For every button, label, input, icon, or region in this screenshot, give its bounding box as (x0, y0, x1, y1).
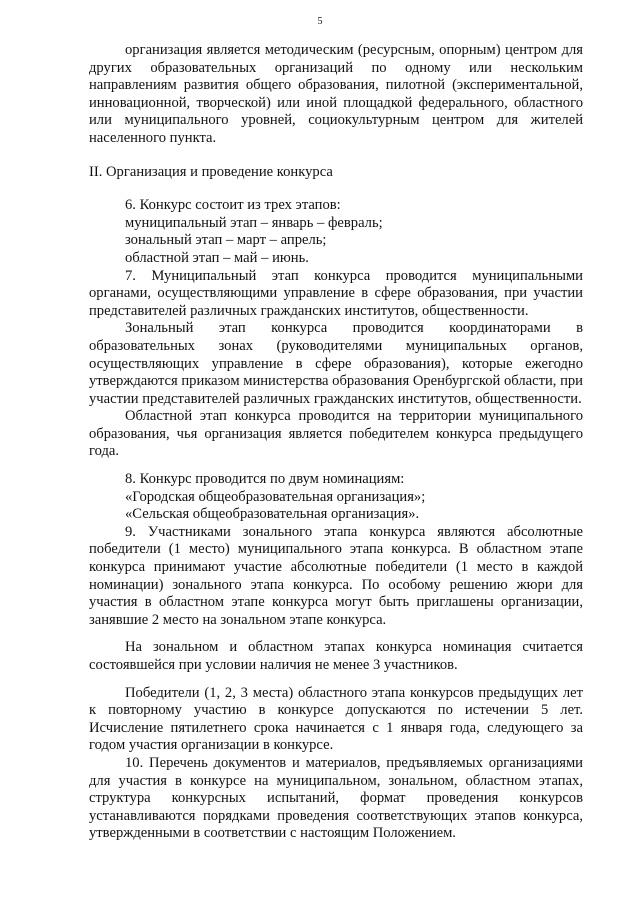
regional-stage-paragraph: Областной этап конкурса проводится на территории муниципального образования, чья организация является победителем конкурса предыдущего года. (89, 408, 583, 460)
paragraph-gap (89, 629, 583, 639)
stage-item: зональный этап – март – апрель; (125, 232, 327, 249)
clause-10: 10. Перечень документов и материалов, предъявляемых организациями для участия в конкурсе на муниципальном, зональном, областном этапах, структура конкурсных испытаний, формат проведения конкурсов устанавливаются порядками проведения соответствующих этапов конкурса, утвержденными в соответствии с настоящим Положением. (89, 754, 583, 842)
paragraph-gap (89, 461, 583, 471)
page-content (89, 42, 583, 843)
nomination-item: «Сельская общеобразовательная организация». (125, 506, 420, 523)
nomination-item: «Городская общеобразовательная организация»; (125, 488, 426, 505)
winners-rule-paragraph: Победители (1, 2, 3 места) областного этапа конкурсов предыдущих лет к повторному участию в конкурсе допускаются по истечении 5 лет. Исчисление пятилетнего срока начинается с 1 января года, следующего за годом участия организации в конкурсе. (89, 684, 583, 754)
page-number: 5 (317, 16, 323, 27)
zonal-stage-paragraph: Зональный этап конкурса проводится координаторами в образовательных зонах (руководителями муниципальных органов, осуществляющих управление в сфере образования), которые ежегодно утверждаются приказом министерства образования Оренбургской области, при участии представителей различных гражданских институтов, общественности. (89, 320, 583, 407)
clause-6-intro: 6. Конкурс состоит из трех этапов: (125, 197, 341, 214)
clause-7: 7. Муниципальный этап конкурса проводится муниципальными органами, осуществляющими управление в сфере образования, при участии представителей различных гражданских институтов, общественности. (89, 267, 583, 319)
nomination-validity-paragraph: На зональном и областном этапах конкурса номинация считается состоявшейся при условии наличия не менее 3 участников. (89, 639, 583, 673)
clause-9: 9. Участниками зонального этапа конкурса являются абсолютные победители (1 место) муниципального этапа конкурса. В областном этапе конкурса принимают участие абсолютные победители (1 место в каждой номинации) зонального этапа конкурса. По особому решению жюри для участия в областном этапе конкурса могут быть приглашены организации, занявшие 2 место на зональном этапе конкурса. (89, 523, 583, 628)
section-heading: II. Организация и проведение конкурса (89, 163, 333, 180)
paragraph-gap (89, 675, 583, 685)
intro-paragraph: организация является методическим (ресурсным, опорным) центром для других образовательных организаций по одному или нескольким направлениям развития общего образования, пилотной (экспериментальной, инновационной, творческой) или иной площадкой федерального, областного или муниципального уровней, социокультурным центром для жителей населенного пункта. (89, 42, 583, 146)
stage-item: областной этап – май – июнь. (125, 249, 309, 266)
clause-8-intro: 8. Конкурс проводится по двум номинациям: (125, 471, 405, 488)
stage-item: муниципальный этап – январь – февраль; (125, 214, 383, 231)
